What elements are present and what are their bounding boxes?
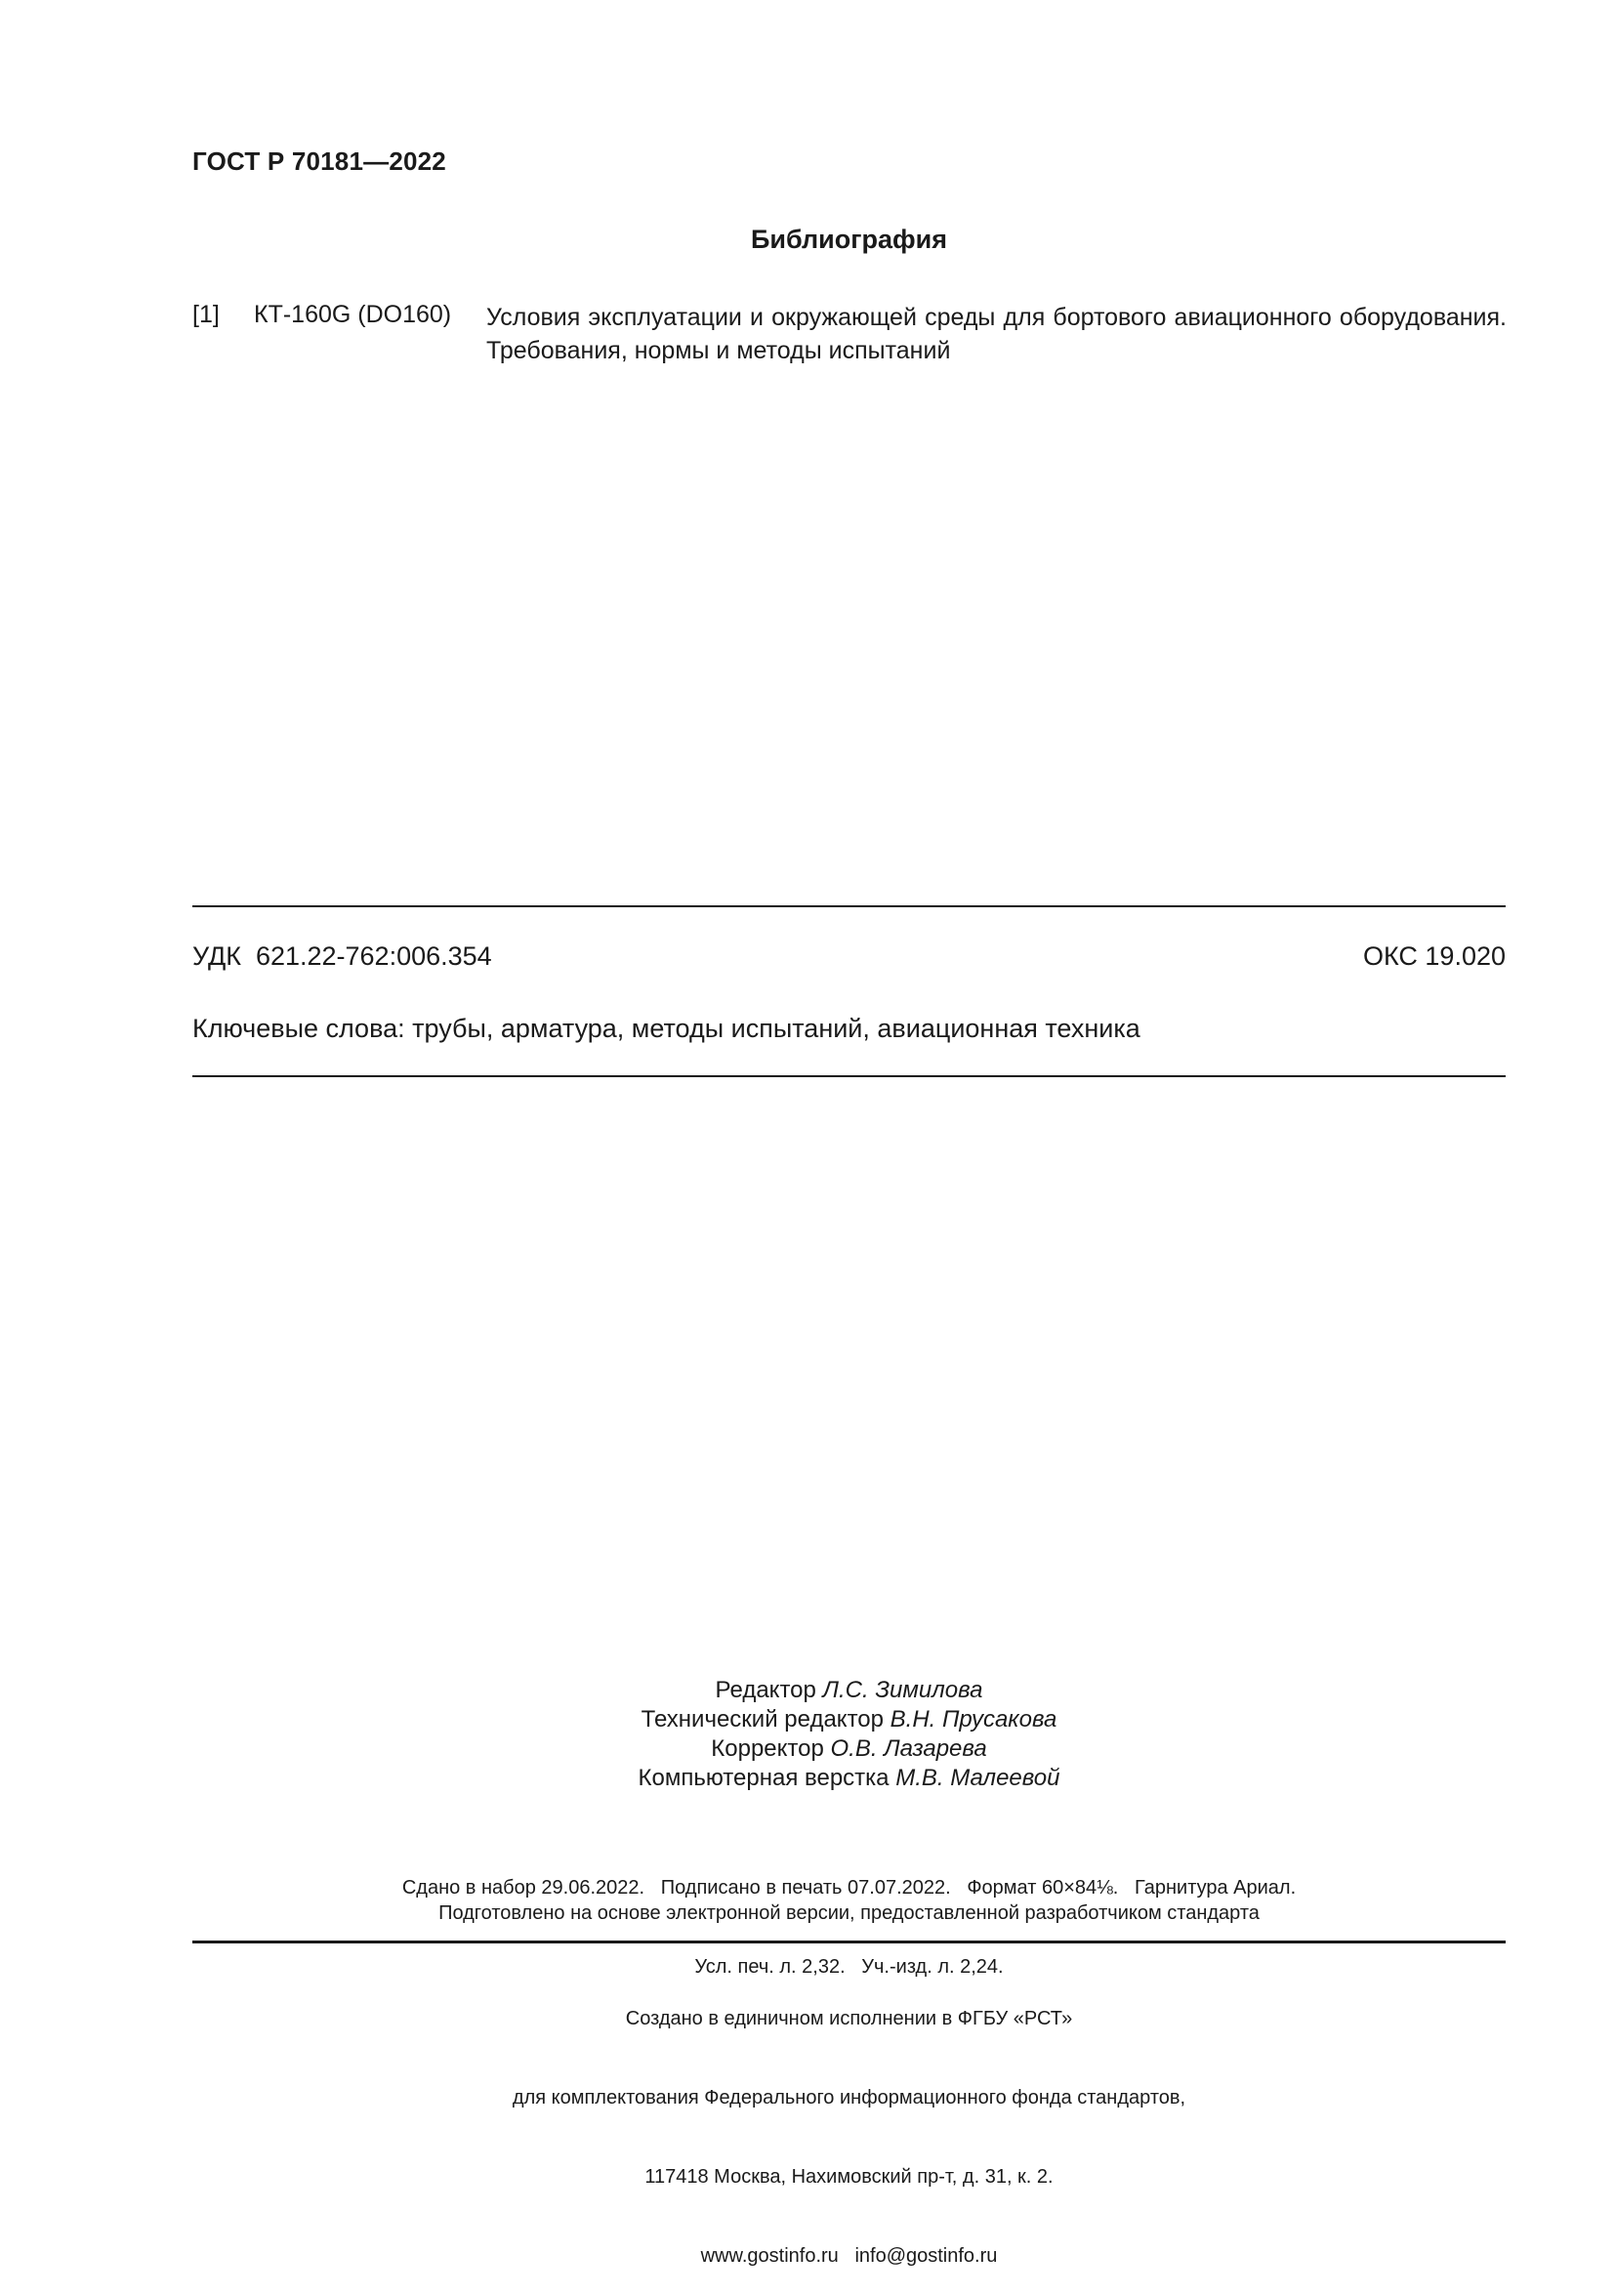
credits-block [192,1676,1506,1793]
publisher-line: 117418 Москва, Нахимовский пр-т, д. 31, к. 2. [644,2166,1054,2188]
document-code: ГОСТ Р 70181—2022 [192,146,446,176]
credit-name: Л.С. Зимилова [822,1677,983,1703]
publisher-line: для комплектования Федерального информационного фонда стандартов, [512,2087,1186,2108]
credit-corrector: Корректор О.В. Лазарева [711,1735,987,1762]
divider-top [192,905,1506,907]
credit-name: О.В. Лазарева [830,1735,987,1762]
credit-technical-editor: Технический редактор В.Н. Прусакова [641,1706,1057,1732]
publisher-links: www.gostinfo.ru info@gostinfo.ru [700,2245,998,2267]
credit-layout: Компьютерная верстка М.В. Малеевой [638,1765,1060,1791]
bibliography-entry-code: КТ-160G (DO160) [254,301,452,328]
bibliography-title: Библиография [751,225,947,254]
publisher-info [192,1953,1506,2296]
credit-editor: Редактор Л.С. Зимилова [715,1677,983,1703]
prepared-note: Подготовлено на основе электронной версии, предоставленной разработчиком стандарта [438,1902,1260,1924]
print-info-line: Усл. печ. л. 2,32. Уч.-изд. л. 2,24. [694,1956,1004,1978]
keywords: Ключевые слова: трубы, арматура, методы испытаний, авиационная техника [192,1014,1140,1043]
credit-name: В.Н. Прусакова [890,1706,1057,1732]
bibliography-entry-number: [1] [192,301,220,328]
bibliography-entry-line: Условия эксплуатации и окружающей среды для бортового авиационного оборудования. [486,304,1507,331]
publisher-line: Создано в единичном исполнении в ФГБУ «РСТ» [625,2008,1073,2029]
credit-name: М.В. Малеевой [895,1765,1060,1791]
divider-publisher [192,1941,1506,1943]
oks-code: ОКС 19.020 [1362,941,1506,971]
divider-bottom [192,1075,1506,1077]
bibliography-entry-line: Требования, нормы и методы испытаний [486,337,951,364]
udc-code: УДК 621.22-762:006.354 [192,941,492,971]
bibliography-entry-text [486,301,1507,367]
print-info-line: Сдано в набор 29.06.2022. Подписано в печать 07.07.2022. Формат 60×84⅛. Гарнитура Ариал. [401,1877,1297,1899]
